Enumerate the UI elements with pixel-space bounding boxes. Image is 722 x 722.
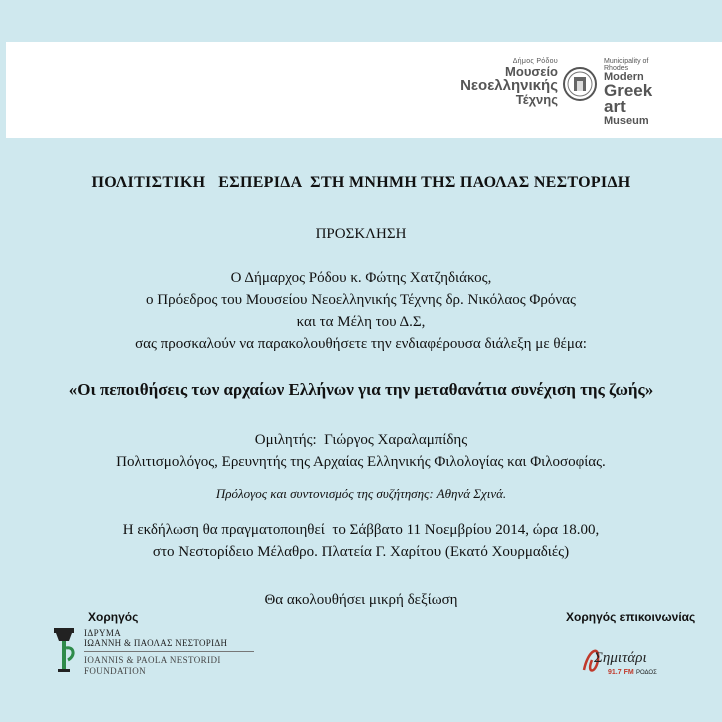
museum-greek-line3: Τέχνης (515, 92, 558, 107)
host-line-president: ο Πρόεδρος του Μουσείου Νεοελληνικής Τέχνης δρ. Νικόλαος Φρόνας (146, 292, 576, 308)
museum-emblem-icon (562, 64, 598, 104)
foundation-greek-line2: ΙΩΑΝΝΗ & ΠΑΟΛΑΣ ΝΕΣΤΟΡΙΔΗ (84, 638, 228, 648)
foundation-divider (84, 651, 254, 652)
museum-latin-small: Municipality of Rhodes (604, 58, 649, 72)
host-line-mayor: Ο Δήμαρχος Ρόδου κ. Φώτης Χατζηδιάκος, (230, 270, 492, 286)
left-edge-strip (0, 42, 6, 138)
event-venue: στο Νεστορίδειο Μέλαθρο. Πλατεία Γ. Χαρίτου (Εκατό Χουρμαδιές) (152, 544, 570, 560)
foundation-greek-line1: ΙΔΡΥΜΑ (84, 628, 122, 638)
foundation-emblem-icon (52, 626, 78, 680)
museum-greek-line2: Νεοελληνικής (460, 77, 558, 94)
museum-latin-line3: Museum (604, 115, 649, 127)
museum-greek-text (440, 58, 558, 106)
museum-logo (440, 58, 672, 127)
sponsor-label: Χορηγός (88, 610, 139, 624)
invitation-heading: ΠΡΟΣΚΛΗΣΗ (315, 226, 407, 242)
host-line-invitation: σας προσκαλούν να παρακολουθήσετε την ενδιαφέρουσα διάλεξη με θέμα: (135, 336, 587, 352)
foundation-greek-text (84, 628, 227, 648)
lecture-title: «Οι πεποιθήσεις των αρχαίων Ελλήνων για την μεταθανάτια συνέχιση της ζωής» (68, 380, 654, 399)
radio-frequency-text: 91.7 FM (608, 669, 634, 676)
museum-greek-line1: Μουσείο (505, 64, 558, 79)
event-datetime: Η εκδήλωση θα πραγματοποιηθεί το Σάββατο 11 Νοεμβρίου 2014, ώρα 18.00, (122, 522, 600, 538)
top-strip (0, 0, 722, 42)
foundation-latin-line2: FOUNDATION (84, 666, 146, 676)
radio-city-text: ΡΟΔΟΣ (636, 670, 657, 676)
host-line-members: και τα Μέλη του Δ.Σ, (296, 314, 426, 330)
speaker-name: Ομιλητής: Γιώργος Χαραλαμπίδης (254, 432, 468, 448)
museum-latin-text (604, 58, 672, 127)
reception-note: Θα ακολουθήσει μικρή δεξίωση (264, 592, 458, 608)
museum-latin-line2: Greek art (604, 81, 653, 116)
foundation-latin-text (84, 655, 221, 677)
radio-name-text: Σημιτάρι (594, 650, 647, 666)
museum-latin-line1: Modern (604, 71, 644, 83)
moderation-note: Πρόλογος και συντονισμός της συζήτησης: Αθηνά Σχινά. (215, 486, 507, 501)
foundation-logo (52, 626, 232, 680)
museum-greek-small: Δήμος Ρόδου (512, 58, 558, 65)
event-title: ΠΟΛΙΤΙΣΤΙΚΗ ΕΣΠΕΡΙΔΑ ΣΤΗ ΜΝΗΜΗ ΤΗΣ ΠΑΟΛΑΣ ΝΕΣΤΟΡΙΔΗ (91, 174, 631, 191)
radio-station-logo (578, 630, 658, 682)
speaker-role: Πολιτισμολόγος, Ερευνητής της Αρχαίας Ελληνικής Φιλολογίας και Φιλοσοφίας. (116, 454, 606, 470)
media-sponsor-label: Χορηγός επικοινωνίας (566, 610, 696, 624)
foundation-latin-line1: IOANNIS & PAOLA NESTORIDI (84, 655, 221, 665)
